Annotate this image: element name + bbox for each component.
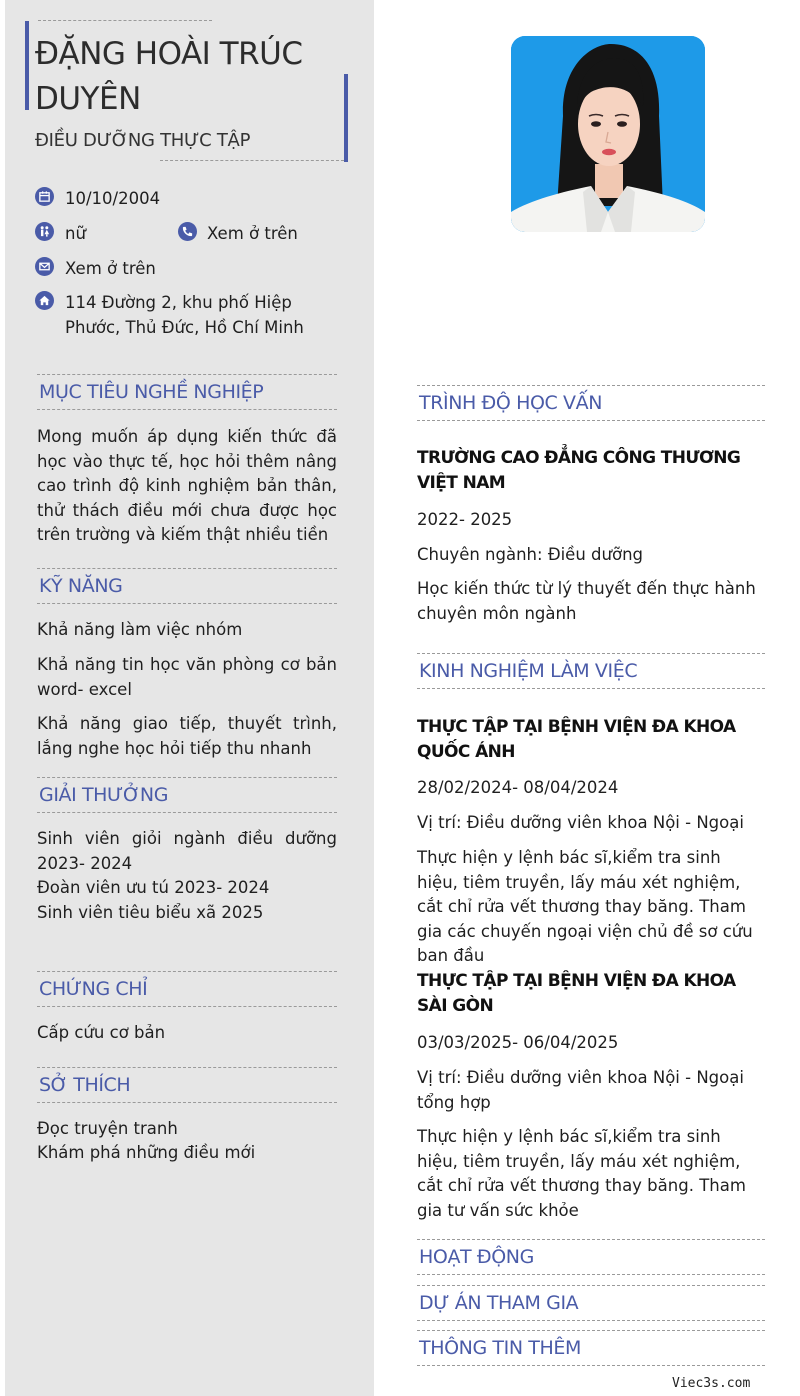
award-item: Sinh viên giỏi ngành điều dưỡng 2023- 2024 (37, 829, 337, 873)
watermark: Viec3s.com (672, 1376, 751, 1391)
decor-dashed-line (160, 160, 344, 161)
experience-description: Thực hiện y lệnh bác sĩ,kiểm tra sinh hiệu, tiêm truyền, lấy máu xét nghiệm, cắt chỉ rửa vết thương thay băng. Tham gia các chuyến ngoại viện chủ đề sơ cứu ban đầu (417, 848, 753, 965)
decor-accent-bar-left (25, 21, 29, 110)
hobby-item: Khám phá những điều mới (37, 1143, 256, 1162)
more-info-heading: THÔNG TIN THÊM (417, 1330, 765, 1366)
hobby-item: Đọc truyện tranh (37, 1119, 178, 1138)
objective-heading: MỤC TIÊU NGHỀ NGHIỆP (37, 374, 337, 410)
certificate-item: Cấp cứu cơ bản (37, 1023, 166, 1042)
job-title: ĐIỀU DƯỠNG THỰC TẬP (35, 130, 251, 151)
email-value: Xem ở trên (65, 259, 156, 278)
school-name: TRƯỜNG CAO ĐẲNG CÔNG THƯƠNG VIỆT NAM (417, 448, 741, 493)
activities-heading: HOẠT ĐỘNG (417, 1239, 765, 1275)
award-item: Sinh viên tiêu biểu xã 2025 (37, 903, 264, 922)
birthday-value: 10/10/2004 (65, 189, 161, 208)
experience-description: Thực hiện y lệnh bác sĩ,kiểm tra sinh hiệu, tiêm truyền, lấy máu xét nghiệm, cắt chỉ rửa vết thương thay băng. Tham gia tư vấn sức khỏe (417, 1127, 746, 1220)
skill-item: Khả năng làm việc nhóm (37, 620, 243, 639)
skill-item: Khả năng tin học văn phòng cơ bản word- excel (37, 655, 337, 699)
envelope-icon (35, 257, 54, 276)
education-major: Chuyên ngành: Điều dưỡng (417, 545, 643, 564)
experience-place: THỰC TẬP TẠI BỆNH VIỆN ĐA KHOA QUỐC ÁNH (417, 717, 736, 762)
experience-period: 03/03/2025- 06/04/2025 (417, 1033, 619, 1052)
certificates-heading: CHỨNG CHỈ (37, 971, 337, 1007)
candidate-name: ĐẶNG HOÀI TRÚC DUYÊN (35, 36, 303, 117)
education-period: 2022- 2025 (417, 510, 513, 529)
profile-photo (511, 36, 705, 232)
experience-period: 28/02/2024- 08/04/2024 (417, 778, 619, 797)
objective-text: Mong muốn áp dụng kiến thức đã học vào thực tế, học hỏi thêm nâng cao trình độ kinh nghiệm bản thân, thử thách điều mới chưa được học trên trường và kiếm thật nhiều tiền (37, 427, 337, 544)
experience-position: Vị trí: Điều dưỡng viên khoa Nội - Ngoại (417, 813, 744, 832)
hobbies-heading: SỞ THÍCH (37, 1067, 337, 1103)
education-heading: TRÌNH ĐỘ HỌC VẤN (417, 385, 765, 421)
gender-icon (35, 222, 54, 241)
skill-item: Khả năng giao tiếp, thuyết trình, lắng nghe học hỏi tiếp thu nhanh (37, 714, 337, 758)
awards-heading: GIẢI THƯỞNG (37, 777, 337, 813)
projects-heading: DỰ ÁN THAM GIA (417, 1285, 765, 1321)
phone-value: Xem ở trên (207, 224, 298, 243)
experience-heading: KINH NGHIỆM LÀM VIỆC (417, 653, 765, 689)
calendar-icon (35, 187, 54, 206)
decor-dashed-line (38, 20, 212, 21)
address-value: 114 Đường 2, khu phố Hiệp Phước, Thủ Đức, Hồ Chí Minh (65, 293, 304, 337)
skills-heading: KỸ NĂNG (37, 568, 337, 604)
home-icon (35, 291, 54, 310)
experience-position: Vị trí: Điều dưỡng viên khoa Nội - Ngoại tổng hợp (417, 1068, 744, 1112)
award-item: Đoàn viên ưu tú 2023- 2024 (37, 878, 270, 897)
education-description: Học kiến thức từ lý thuyết đến thực hành chuyên môn ngành (417, 579, 756, 623)
experience-place: THỰC TẬP TẠI BỆNH VIỆN ĐA KHOA SÀI GÒN (417, 971, 736, 1016)
phone-icon (178, 222, 197, 241)
gender-value: nữ (65, 224, 86, 243)
